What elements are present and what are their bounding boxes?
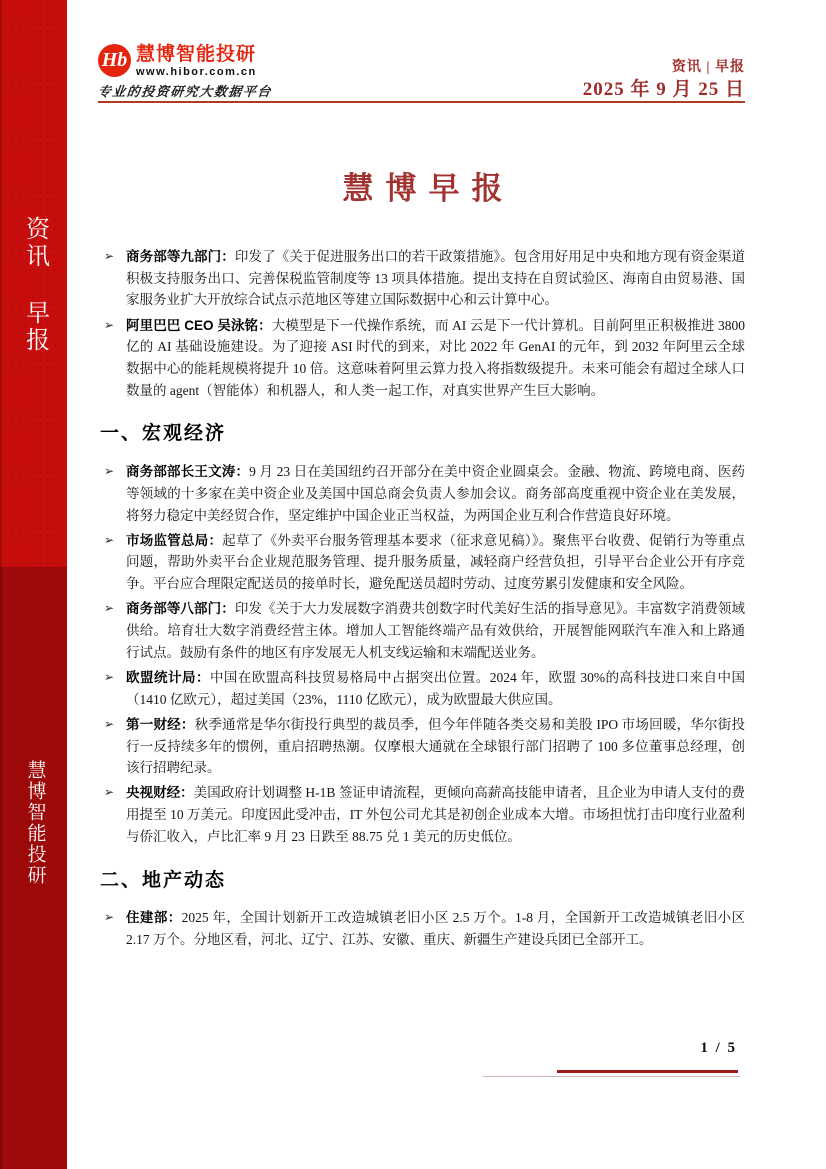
sidebar-label-category: 资讯 早报 — [21, 216, 49, 354]
sidebar-bottom-band — [0, 567, 67, 1169]
logo-tagline: 专业的投资研究大数据平台 — [97, 84, 273, 99]
bullet-item — [100, 782, 745, 847]
bullet-item — [100, 461, 745, 526]
bullet-body: 中国在欧盟高科技贸易格局中占据突出位置。2024 年，欧盟 30%的高科技进口来自中国（1410 亿欧元），超过美国（23%，1110 亿欧元），成为欧盟最大供应国。 — [126, 669, 746, 707]
section-heading: 二、地产动态 — [100, 869, 227, 891]
bullet-arrow-icon: ➢ — [104, 464, 115, 479]
bullet-item — [100, 315, 745, 402]
bullet-body: 印发了《关于促进服务出口的若干政策措施》。包含用好用足中央和地方现有资金渠道积极支持服务出口、完善保税监管制度等 13 项具体措施。提出支持在自贸试验区、海南自由贸易港、国家服务业扩大开放综合试点示范地区等建立国际数据中心和云计算中心。 — [126, 249, 746, 308]
bullet-arrow-icon: ➢ — [104, 669, 115, 684]
page-number: 1 / 5 — [700, 1040, 737, 1056]
report-body — [100, 246, 745, 954]
bullet-item — [100, 530, 745, 595]
bullet-lead: 商务部等八部门： — [126, 601, 235, 617]
logo-row — [98, 44, 328, 78]
footer-line-primary — [557, 1070, 738, 1073]
bullet-text — [126, 782, 745, 847]
bullet-arrow-icon: ➢ — [104, 317, 115, 332]
logo-text-column — [136, 44, 257, 78]
bullet-arrow-icon: ➢ — [104, 249, 115, 263]
bullet-text — [126, 714, 745, 779]
bullet-item — [100, 598, 745, 663]
bullet-text — [126, 667, 745, 710]
bullet-arrow-icon: ➢ — [104, 601, 115, 616]
bullet-item — [100, 246, 745, 311]
header-meta — [583, 59, 745, 100]
bullet-item — [100, 714, 745, 779]
bullet-lead: 商务部等九部门： — [126, 249, 235, 264]
header-divider — [98, 101, 745, 103]
logo-monogram-icon: Hb — [98, 44, 131, 77]
footer-line-secondary — [483, 1076, 740, 1077]
bullet-body: 起草了《外卖平台服务管理基本要求（征求意见稿）》。聚焦平台收费、促销行为等重点问题，帮助外卖平台企业规范服务管理、提升服务质量，减轻商户经营负担，引导平台企业公开有序竞争。平台应合理限定配送员的接单时长，避免配送员超时劳动、过度劳累引发健康和安全风险。 — [126, 532, 746, 592]
bullet-arrow-icon: ➢ — [104, 716, 115, 731]
bullet-body: 美国政府计划调整 H-1B 签证申请流程，更倾向高薪高技能申请者，且企业为申请人支付的费用提至 10 万美元。印度因此受冲击，IT 外包公司尤其是初创企业成本大增。市场担忧打击印度行业盈利与侨汇收入，卢比汇率 9 月 23 日跌至 88.75 兑 1 美元的历史低位。 — [126, 785, 746, 844]
bullet-body: 大模型是下一代操作系统，而 AI 云是下一代计算机。目前阿里正积极推进 3800 亿的 AI 基础设施建设。为了迎接 ASI 时代的到来，对比 2022 年 GenAI 的元年，到 2032 年阿里云全球数据中心的能耗规模将提升 10 倍。这意味着阿里云算力投入将指数级提升。未来可能会有超过全球人口数量的 agent（智能体）和机器人，和人类一起工作，对真实世界产生巨大影响。 — [126, 317, 745, 398]
bullet-arrow-icon: ➢ — [104, 910, 115, 925]
bullet-body: 9 月 23 日在美国纽约召开部分在美中资企业圆桌会。金融、物流、跨境电商、医药等领域的十多家在美中资企业及美国中国总商会负责人参加会议。商务部高度重视中资企业在美发展，将努力稳定中美经贸合作，坚定维护中国企业正当权益，为两国企业互利合作营造良好环境。 — [126, 464, 745, 523]
section-heading: 一、宏观经济 — [100, 423, 227, 445]
bullet-lead: 阿里巴巴 CEO 吴泳铭： — [126, 317, 272, 333]
bullet-text — [126, 461, 745, 526]
report-date: 2025 年 9 月 25 日 — [582, 79, 745, 100]
bullet-text — [126, 246, 745, 311]
bullet-arrow-icon: ➢ — [104, 532, 115, 547]
bullet-body: 秋季通常是华尔街投行典型的裁员季，但今年伴随各类交易和美股 IPO 市场回暖，华尔街投行一反持续多年的惯例，重启招聘热潮。仅摩根大通就在全球银行部门招聘了 100 多位董事总经理，创该行招聘纪录。 — [126, 716, 745, 776]
bullet-lead: 市场监管总局： — [126, 532, 223, 548]
logo-company-name: 慧博智能投研 — [136, 44, 257, 65]
bullet-lead: 住建部： — [126, 910, 182, 926]
bullet-text — [126, 598, 745, 663]
bullet-item — [100, 667, 745, 710]
bullet-lead: 欧盟统计局： — [126, 669, 210, 685]
bullet-text — [126, 907, 745, 950]
bullet-arrow-icon: ➢ — [104, 785, 115, 800]
bullet-text — [126, 315, 745, 402]
bullet-item — [100, 907, 745, 950]
bullet-lead: 第一财经： — [126, 716, 195, 732]
brand-logo — [98, 44, 328, 100]
sidebar-top-band — [0, 0, 67, 567]
bullet-text — [126, 530, 745, 595]
page-title: 慧博早报 — [342, 171, 515, 206]
logo-website: www.hibor.com.cn — [136, 66, 257, 78]
sidebar-label-brand: 慧博智能投研 — [24, 760, 46, 886]
bullet-lead: 央视财经： — [126, 785, 194, 801]
bullet-lead: 商务部部长王文涛： — [126, 464, 250, 480]
bullet-body: 2025 年，全国计划新开工改造城镇老旧小区 2.5 万个。1-8 月，全国新开工改造城镇老旧小区 2.17 万个。分地区看，河北、辽宁、江苏、安徽、重庆、新疆生产建设兵团已全部开工。 — [126, 910, 746, 947]
bullet-body: 印发《关于大力发展数字消费共创数字时代美好生活的指导意见》。丰富数字消费领域供给。培育壮大数字消费经营主体。增加人工智能终端产品有效供给，开展智能网联汽车准入和上路通行试点。鼓励有条件的地区有序发展无人机支线运输和末端配送业务。 — [126, 601, 746, 660]
report-category: 资讯 | 早报 — [671, 60, 745, 75]
